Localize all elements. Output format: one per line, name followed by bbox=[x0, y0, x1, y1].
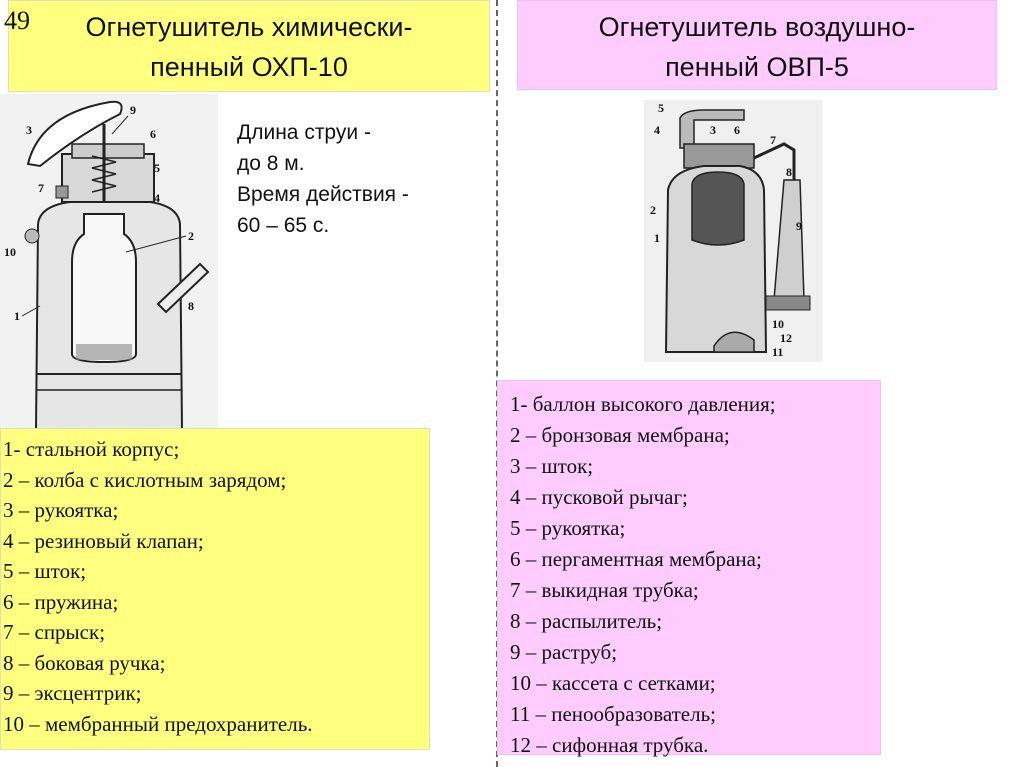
ohp-label: 4 bbox=[154, 191, 160, 205]
ovp-label: 2 bbox=[650, 203, 656, 217]
legend-item: 10 – мембранный предохранитель. bbox=[3, 711, 313, 736]
ohp-label: 5 bbox=[154, 161, 160, 175]
ohp-label: 8 bbox=[188, 299, 194, 313]
legend-item: 6 – пружина; bbox=[3, 589, 119, 614]
ovp5-legend bbox=[497, 380, 881, 755]
ovp-label: 6 bbox=[734, 123, 740, 137]
legend-item: 12 – сифонная трубка. bbox=[510, 733, 709, 757]
legend-item: 7 – спрыск; bbox=[3, 620, 106, 644]
legend-item: 9 – раструб; bbox=[510, 640, 618, 664]
legend-item: 9 – эксцентрик; bbox=[3, 681, 142, 705]
legend-item: 5 – шток; bbox=[3, 559, 87, 583]
right-title-line2: пенный ОВП-5 bbox=[665, 52, 849, 82]
ovp-label: 10 bbox=[772, 317, 784, 331]
ovp-label: 1 bbox=[654, 231, 660, 245]
legend-item: 3 – рукоятка; bbox=[3, 498, 119, 522]
slide-number: 49 bbox=[4, 6, 30, 35]
legend-item: 1- стальной корпус; bbox=[3, 437, 180, 461]
legend-item: 4 – резиновый клапан; bbox=[3, 528, 204, 553]
ohp10-diagram bbox=[0, 94, 218, 430]
legend-item: 4 – пусковой рычаг; bbox=[510, 485, 688, 509]
ovp-label: 11 bbox=[772, 345, 784, 359]
ovp-label: 5 bbox=[658, 101, 664, 115]
ovp-label: 3 bbox=[710, 123, 716, 137]
legend-item: 8 – распылитель; bbox=[510, 609, 663, 633]
ovp-label: 12 bbox=[780, 331, 792, 345]
legend-item: 11 – пенообразователь; bbox=[510, 702, 717, 726]
ovp-label: 8 bbox=[786, 165, 792, 179]
left-title-line1: Огнетушитель химически- bbox=[85, 12, 413, 42]
legend-item: 5 – рукоятка; bbox=[510, 516, 626, 540]
ohp-label: 3 bbox=[26, 123, 32, 137]
spec-line: Время действия - bbox=[237, 183, 409, 206]
legend-item: 7 – выкидная трубка; bbox=[510, 578, 699, 602]
legend-item: 3 – шток; bbox=[510, 454, 594, 478]
ohp10-legend bbox=[0, 428, 430, 750]
spec-line: Длина струи - bbox=[237, 121, 371, 144]
left-title-box bbox=[8, 0, 490, 92]
legend-item: 6 – пергаментная мембрана; bbox=[510, 547, 762, 571]
legend-item: 2 – бронзовая мембрана; bbox=[510, 423, 730, 447]
ohp-label: 7 bbox=[38, 181, 44, 195]
ohp-label: 1 bbox=[14, 309, 20, 323]
ovp5-diagram bbox=[644, 100, 822, 362]
legend-item: 8 – боковая ручка; bbox=[3, 650, 166, 675]
ohp-label: 6 bbox=[150, 127, 156, 141]
ovp-label: 7 bbox=[770, 133, 776, 147]
ohp-label: 2 bbox=[188, 229, 194, 243]
legend-item: 10 – кассета с сетками; bbox=[510, 671, 716, 695]
right-title-box bbox=[517, 0, 997, 90]
legend-item: 2 – колба с кислотным зарядом; bbox=[3, 467, 287, 492]
ohp-label: 10 bbox=[4, 245, 16, 259]
ovp-label: 9 bbox=[796, 219, 802, 233]
ovp-label: 4 bbox=[654, 123, 660, 137]
spec-line: до 8 м. bbox=[237, 152, 305, 175]
left-title-line2: пенный ОХП-10 bbox=[150, 52, 348, 82]
ohp-label: 9 bbox=[130, 103, 136, 117]
ohp10-specs bbox=[237, 117, 487, 241]
legend-item: 1- баллон высокого давления; bbox=[510, 392, 776, 416]
spec-line: 60 – 65 с. bbox=[237, 214, 330, 237]
right-title-line1: Огнетушитель воздушно- bbox=[598, 12, 916, 42]
